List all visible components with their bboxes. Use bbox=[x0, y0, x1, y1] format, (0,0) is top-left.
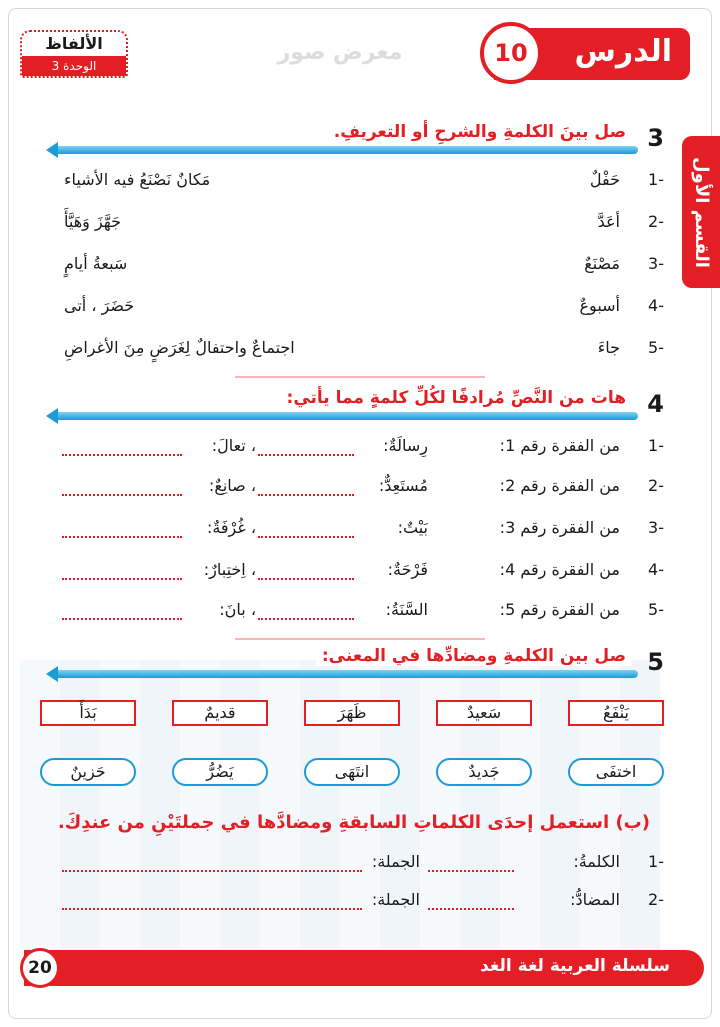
unit-label: الوحدة 3 bbox=[22, 56, 126, 76]
synonym-word: ، اِختِبارٌ: bbox=[203, 560, 256, 579]
opposite-pill[interactable]: يَضُرُّ bbox=[172, 758, 268, 786]
answer-line[interactable] bbox=[62, 454, 182, 456]
lesson-title: الدرس bbox=[574, 34, 672, 69]
answer-line[interactable] bbox=[62, 494, 182, 496]
answer-line[interactable] bbox=[428, 908, 514, 910]
ghost-title: معرض صور bbox=[277, 40, 403, 65]
answer-line[interactable] bbox=[258, 578, 354, 580]
synonym-word: ، تعالَ: bbox=[211, 436, 256, 455]
match-row bbox=[54, 170, 664, 200]
opposite-pill[interactable]: جَديدٌ bbox=[436, 758, 532, 786]
divider bbox=[235, 376, 485, 378]
section-bar bbox=[56, 670, 638, 678]
synonym-row bbox=[54, 518, 664, 548]
row-number: 3- bbox=[648, 518, 664, 537]
word-label: الكلمةُ: bbox=[573, 852, 620, 871]
row-number: 1- bbox=[648, 436, 664, 455]
word-box[interactable]: ظَهَرَ bbox=[304, 700, 400, 726]
footer-bar bbox=[24, 950, 704, 986]
paragraph-label: من الفقرة رقم 3: bbox=[499, 518, 620, 537]
section4-header bbox=[56, 388, 664, 422]
word-label: المضادُّ: bbox=[570, 890, 620, 909]
page-number: 20 bbox=[20, 948, 60, 988]
answer-line[interactable] bbox=[62, 618, 182, 620]
row-number: 1- bbox=[648, 170, 664, 189]
lesson-number-badge: 10 bbox=[480, 22, 542, 84]
match-word[interactable]: حَفْلٌ bbox=[589, 170, 620, 189]
word-box[interactable]: بَدَأَ bbox=[40, 700, 136, 726]
opposite-pill[interactable]: اختفَى bbox=[568, 758, 664, 786]
paragraph-label: من الفقرة رقم 1: bbox=[499, 436, 620, 455]
synonym-row bbox=[54, 436, 664, 466]
section5-header bbox=[56, 646, 664, 680]
vocab-title: الألفاظ bbox=[45, 34, 103, 53]
match-definition[interactable]: جَهَّزَ وَهَيَّأَ bbox=[64, 212, 122, 231]
section3-number: 3 bbox=[647, 124, 664, 152]
synonym-word: فَرْحَةٌ: bbox=[387, 560, 428, 579]
answer-line[interactable] bbox=[258, 618, 354, 620]
match-definition[interactable]: اجتماعٌ واحتفالٌ لِغَرَضٍ مِنَ الأغراضِ bbox=[64, 338, 295, 357]
answer-line[interactable] bbox=[62, 578, 182, 580]
synonym-word: مُستَعِدٌّ: bbox=[378, 476, 428, 495]
section5-title: صل بين الكلمةِ ومضادِّها في المعنى: bbox=[316, 646, 632, 666]
sentence-row bbox=[54, 890, 664, 920]
row-number: 1- bbox=[648, 852, 664, 871]
match-row bbox=[54, 254, 664, 284]
word-box[interactable]: سَعيدٌ bbox=[436, 700, 532, 726]
sentence-label: الجملة: bbox=[371, 852, 420, 871]
section-bar bbox=[56, 146, 638, 154]
row-number: 4- bbox=[648, 296, 664, 315]
match-definition[interactable]: سَبعةُ أيامٍ bbox=[64, 254, 128, 273]
sub-question-b: (ب) استعمل إحدَى الكلماتِ السابقةِ ومضادَّها في جملتَيْنِ من عندِكَ. bbox=[57, 812, 650, 833]
row-number: 2- bbox=[648, 890, 664, 909]
answer-line[interactable] bbox=[258, 494, 354, 496]
match-definition[interactable]: حَضَرَ ، أتى bbox=[64, 296, 135, 315]
match-word[interactable]: جاءَ bbox=[597, 338, 620, 357]
divider bbox=[235, 638, 485, 640]
row-number: 2- bbox=[648, 476, 664, 495]
row-number: 5- bbox=[648, 600, 664, 619]
answer-line[interactable] bbox=[62, 870, 362, 872]
vocab-badge bbox=[20, 30, 128, 78]
match-row bbox=[54, 338, 664, 368]
paragraph-label: من الفقرة رقم 2: bbox=[499, 476, 620, 495]
opposite-pill[interactable]: حَزينٌ bbox=[40, 758, 136, 786]
match-row bbox=[54, 212, 664, 242]
synonym-row bbox=[54, 600, 664, 630]
answer-line[interactable] bbox=[428, 870, 514, 872]
synonym-word: السَّنَةُ: bbox=[385, 600, 428, 619]
section4-number: 4 bbox=[647, 390, 664, 418]
side-tab-label: القسم الأول bbox=[690, 156, 712, 268]
row-number: 4- bbox=[648, 560, 664, 579]
word-box[interactable]: قديمٌ bbox=[172, 700, 268, 726]
match-word[interactable]: أعَدَّ bbox=[597, 212, 620, 231]
row-number: 2- bbox=[648, 212, 664, 231]
paragraph-label: من الفقرة رقم 4: bbox=[499, 560, 620, 579]
synonym-word: رِسالَةٌ: bbox=[383, 436, 428, 455]
sentence-row bbox=[54, 852, 664, 882]
match-word[interactable]: أسبوعٌ bbox=[579, 296, 620, 315]
answer-line[interactable] bbox=[62, 536, 182, 538]
lesson-banner bbox=[494, 28, 690, 80]
answer-line[interactable] bbox=[62, 908, 362, 910]
sentence-label: الجملة: bbox=[371, 890, 420, 909]
synonym-word: بَيْتٌ: bbox=[397, 518, 428, 537]
answer-line[interactable] bbox=[258, 454, 354, 456]
paragraph-label: من الفقرة رقم 5: bbox=[499, 600, 620, 619]
section-bar bbox=[56, 412, 638, 420]
row-number: 5- bbox=[648, 338, 664, 357]
answer-line[interactable] bbox=[258, 536, 354, 538]
row-number: 3- bbox=[648, 254, 664, 273]
series-title: سلسلة العربية لغة الغد bbox=[480, 956, 670, 976]
section3-title: صل بينَ الكلمةِ والشرحِ أو التعريفِ. bbox=[328, 122, 632, 142]
word-box[interactable]: يَنْفَعُ bbox=[568, 700, 664, 726]
synonym-row bbox=[54, 476, 664, 506]
synonym-word: ، غُرْفَةٌ: bbox=[206, 518, 256, 537]
match-definition[interactable]: مَكانٌ نَصْنَعُ فيه الأشياء bbox=[64, 170, 211, 189]
opposite-pill[interactable]: انتَهَى bbox=[304, 758, 400, 786]
section4-title: هات من النَّصِّ مُرادفًا لكُلِّ كلمةٍ مما يأتي: bbox=[281, 388, 632, 408]
side-tab bbox=[682, 136, 720, 288]
match-word[interactable]: مَصْنَعٌ bbox=[584, 254, 620, 273]
synonym-row bbox=[54, 560, 664, 590]
synonym-word: ، صانِعٌ: bbox=[208, 476, 256, 495]
section3-header bbox=[56, 122, 664, 156]
synonym-word: ، بانَ: bbox=[219, 600, 256, 619]
section5-number: 5 bbox=[647, 648, 664, 676]
match-row bbox=[54, 296, 664, 326]
